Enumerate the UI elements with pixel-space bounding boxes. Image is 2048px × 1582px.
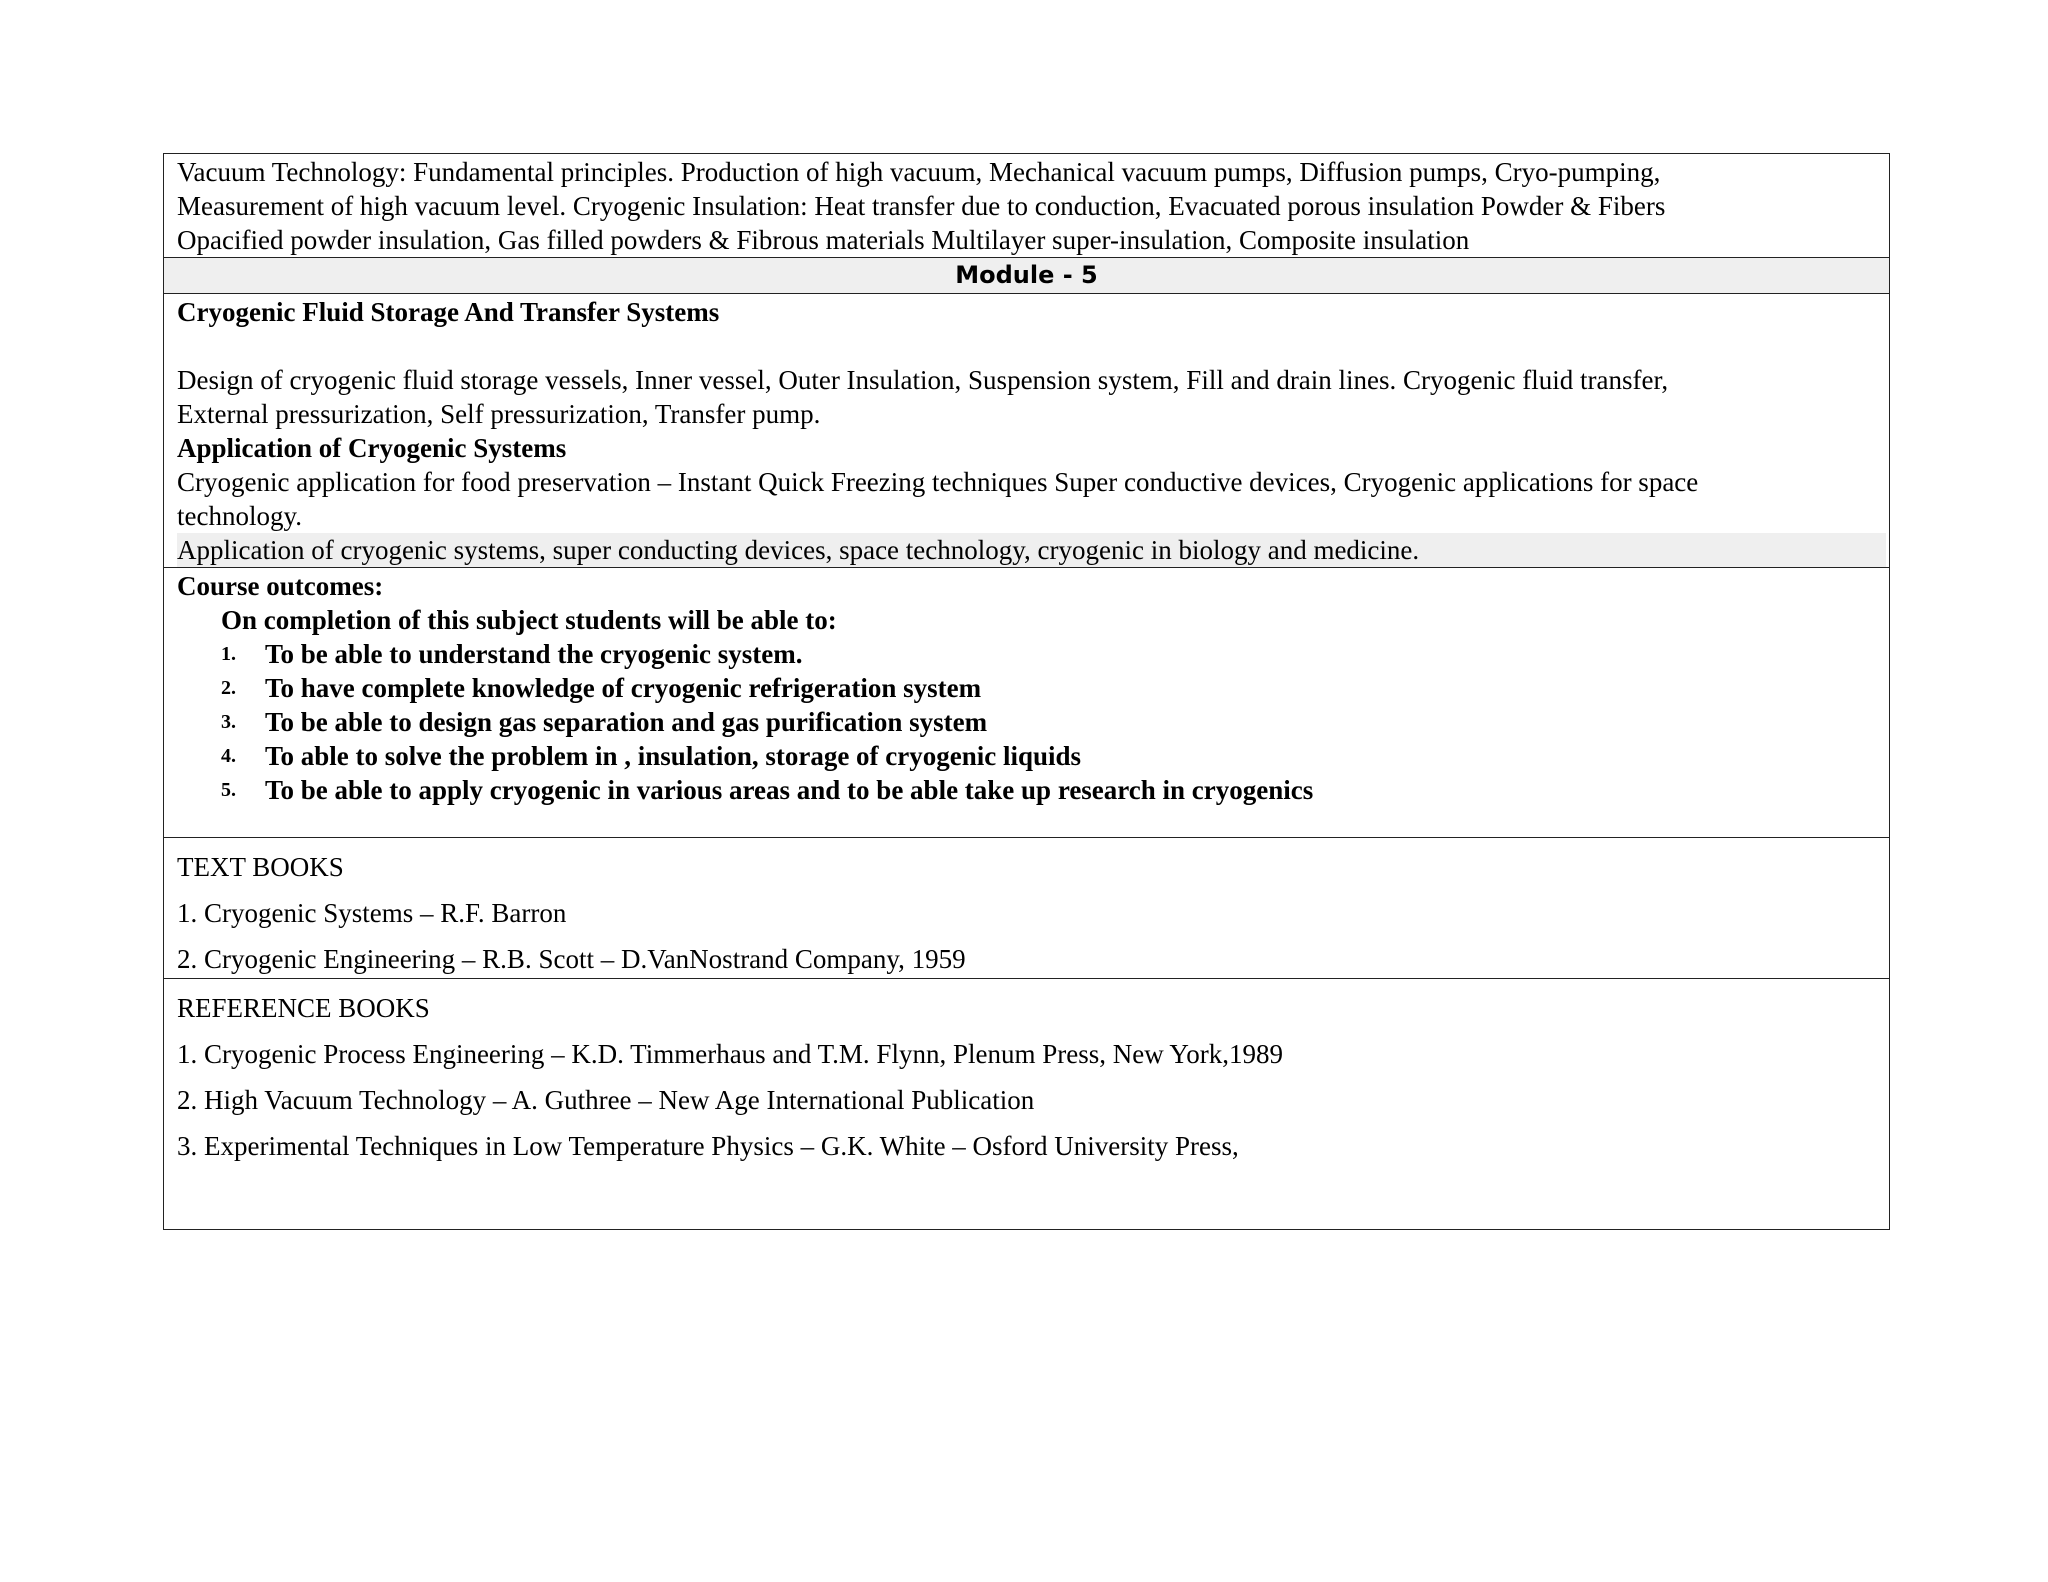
reference-book-item: 2. High Vacuum Technology – A. Guthree – New Age International Publication <box>177 1085 1035 1115</box>
list-item <box>221 739 1876 773</box>
applications-heading: Application of Cryogenic Systems <box>177 433 567 463</box>
storage-transfer-text: External pressurization, Self pressurization, Transfer pump. <box>177 399 821 429</box>
reference-books-row <box>164 979 1890 1230</box>
outcome-number: 5. <box>221 779 236 801</box>
text-books-cell <box>164 838 1890 979</box>
course-outcomes-row <box>164 568 1890 838</box>
applications-summary-highlight: Application of cryogenic systems, super conducting devices, space technology, cryogenic in biology and medicine. <box>177 533 1886 567</box>
outcome-text: To be able to apply cryogenic in various areas and to be able take up research in cryogenics <box>265 775 1314 805</box>
list-item <box>221 773 1876 807</box>
course-outcomes-list <box>177 637 1876 807</box>
list-item <box>221 671 1876 705</box>
reference-book-item: 3. Experimental Techniques in Low Temperature Physics – G.K. White – Osford University Press, <box>177 1131 1239 1161</box>
module-5-content-cell <box>164 294 1890 568</box>
vacuum-text-line: Measurement of high vacuum level. Cryogenic Insulation: Heat transfer due to conduction, Evacuated porous insulation Powder & Fibers <box>177 191 1666 221</box>
syllabus-table <box>163 153 1890 1230</box>
outcome-number: 1. <box>221 643 236 665</box>
outcome-number: 2. <box>221 677 236 699</box>
applications-text: technology. <box>177 501 302 531</box>
outcome-text: To be able to understand the cryogenic system. <box>265 639 803 669</box>
applications-text: Cryogenic application for food preservation – Instant Quick Freezing techniques Super conductive devices, Cryogenic applications for space <box>177 467 1699 497</box>
vacuum-insulation-row <box>164 154 1890 258</box>
storage-transfer-text: Design of cryogenic fluid storage vessels, Inner vessel, Outer Insulation, Suspension system, Fill and drain lines. Cryogenic fluid transfer, <box>177 365 1669 395</box>
reference-books-heading: REFERENCE BOOKS <box>177 993 430 1023</box>
text-book-item: 1. Cryogenic Systems – R.F. Barron <box>177 898 567 928</box>
module-5-header: Module - 5 <box>164 258 1890 294</box>
text-books-row <box>164 838 1890 979</box>
module-5-content-row <box>164 294 1890 568</box>
outcome-number: 4. <box>221 745 236 767</box>
outcome-text: To be able to design gas separation and gas purification system <box>265 707 988 737</box>
outcome-number: 3. <box>221 711 236 733</box>
outcome-text: To have complete knowledge of cryogenic refrigeration system <box>265 673 982 703</box>
outcome-text: To able to solve the problem in , insulation, storage of cryogenic liquids <box>265 741 1082 771</box>
course-outcomes-cell <box>164 568 1890 838</box>
module-header-row <box>164 258 1890 294</box>
reference-book-item: 1. Cryogenic Process Engineering – K.D. Timmerhaus and T.M. Flynn, Plenum Press, New York,1989 <box>177 1039 1283 1069</box>
reference-books-cell <box>164 979 1890 1230</box>
vacuum-text-line: Vacuum Technology: Fundamental principles. Production of high vacuum, Mechanical vacuum pumps, Diffusion pumps, Cryo-pumping, <box>177 157 1661 187</box>
text-books-heading: TEXT BOOKS <box>177 852 344 882</box>
course-outcomes-intro: On completion of this subject students will be able to: <box>221 605 837 635</box>
storage-transfer-heading: Cryogenic Fluid Storage And Transfer Systems <box>177 297 720 327</box>
course-outcomes-heading: Course outcomes: <box>177 571 384 601</box>
text-book-item: 2. Cryogenic Engineering – R.B. Scott – D.VanNostrand Company, 1959 <box>177 944 966 974</box>
list-item <box>221 705 1876 739</box>
vacuum-text-line: Opacified powder insulation, Gas filled powders & Fibrous materials Multilayer super-insulation, Composite insulation <box>177 225 1470 255</box>
vacuum-insulation-cell <box>164 154 1890 258</box>
list-item <box>221 637 1876 671</box>
